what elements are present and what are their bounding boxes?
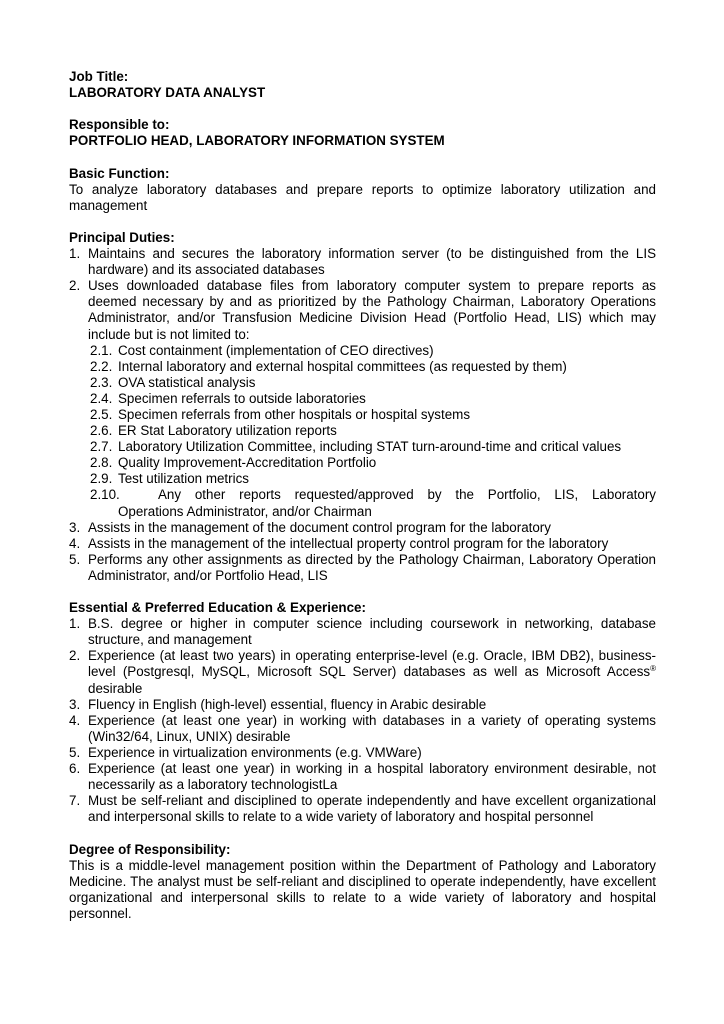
list-item bbox=[69, 246, 656, 278]
education-experience-list bbox=[69, 616, 656, 825]
item-text: Maintains and secures the laboratory information server (to be distinguished from the LIS hardware) and its associated databases bbox=[88, 246, 656, 278]
item-text: Experience (at least one year) in working with databases in a variety of operating systems (Win32/64, Linux, UNIX) desirable bbox=[88, 712, 656, 744]
basic-function-label: Basic Function: bbox=[69, 165, 170, 181]
list-item bbox=[69, 793, 656, 825]
list-item bbox=[69, 520, 656, 536]
item-text: Experience (at least one year) in working in a hospital laboratory environment desirable, not necessarily as a laboratory technologistLa bbox=[88, 761, 656, 793]
sub-list-item bbox=[88, 343, 656, 359]
list-item bbox=[69, 616, 656, 648]
responsible-to-value: PORTFOLIO HEAD, LABORATORY INFORMATION SYSTEM bbox=[69, 133, 445, 149]
spacer bbox=[69, 825, 656, 841]
principal-duties-label: Principal Duties: bbox=[69, 229, 175, 245]
job-description-document bbox=[69, 69, 656, 922]
item-number: 5. bbox=[69, 551, 81, 567]
principal-duties-section bbox=[69, 230, 656, 584]
item-number: 1. bbox=[69, 616, 81, 632]
sub-item-text: OVA statistical analysis bbox=[118, 374, 256, 390]
sub-list-item bbox=[88, 375, 656, 391]
job-title-value: LABORATORY DATA ANALYST bbox=[69, 85, 266, 101]
degree-of-responsibility-label: Degree of Responsibility: bbox=[69, 841, 231, 857]
list-item bbox=[69, 648, 656, 696]
basic-function-text: To analyze laboratory databases and prepare reports to optimize laboratory utilization and management bbox=[69, 181, 656, 213]
sub-item-text: Laboratory Utilization Committee, including STAT turn-around-time and critical values bbox=[118, 439, 622, 455]
sub-item-number: 2.6. bbox=[90, 423, 113, 439]
list-item bbox=[69, 713, 656, 745]
item-number: 3. bbox=[69, 696, 81, 712]
job-title-label: Job Title: bbox=[69, 69, 129, 84]
item-text: Assists in the management of the document control program for the laboratory bbox=[88, 519, 551, 535]
job-title-section bbox=[69, 69, 656, 101]
item-number: 3. bbox=[69, 519, 81, 535]
sub-list-item bbox=[88, 359, 656, 375]
sub-item-text: ER Stat Laboratory utilization reports bbox=[118, 423, 337, 439]
sub-item-text: Internal laboratory and external hospital committees (as requested by them) bbox=[118, 358, 567, 374]
item-text: Performs any other assignments as directed by the Pathology Chairman, Laboratory Operation Administrator, and/or Portfolio Head, LIS bbox=[88, 551, 656, 583]
sub-item-number: 2.5. bbox=[90, 406, 113, 422]
sub-item-first-line bbox=[90, 487, 656, 503]
item-text: Uses downloaded database files from laboratory computer system to prepare reports as deemed necessary by and as prioritized by the Pathology Chairman, Laboratory Operations Administrator, and/or Transfusion Medicine Division Head (Portfolio Head, LIS) which may include but is not limited to: bbox=[88, 278, 656, 342]
sub-item-number: 2.7. bbox=[90, 439, 113, 455]
sub-item-number: 2.4. bbox=[90, 390, 113, 406]
sub-item-number: 2.8. bbox=[90, 455, 113, 471]
item-text-after: desirable bbox=[88, 680, 143, 696]
item-number: 2. bbox=[69, 648, 81, 664]
sub-list-item bbox=[88, 407, 656, 423]
spacer bbox=[69, 149, 656, 165]
item-number: 6. bbox=[69, 761, 81, 777]
basic-function-section bbox=[69, 166, 656, 214]
item-text: B.S. degree or higher in computer science including coursework in networking, database structure, and management bbox=[88, 616, 656, 648]
sub-list-item bbox=[88, 439, 656, 455]
sub-item-number: 2.2. bbox=[90, 358, 113, 374]
list-item bbox=[69, 536, 656, 552]
education-experience-section bbox=[69, 600, 656, 825]
registered-mark: ® bbox=[650, 664, 656, 674]
sub-list-item bbox=[88, 487, 656, 519]
item-text: Experience (at least two years) in operating enterprise-level (e.g. Oracle, IBM DB2), business-level (Postgresql, MySQL, Microsoft SQL Server) databases as well as Microsoft Access bbox=[88, 648, 656, 680]
item-number: 5. bbox=[69, 744, 81, 760]
spacer bbox=[69, 214, 656, 230]
sub-item-text: Specimen referrals to outside laboratories bbox=[118, 390, 366, 406]
item-text: Fluency in English (high-level) essential, fluency in Arabic desirable bbox=[88, 696, 487, 712]
item-number: 2. bbox=[69, 278, 81, 294]
sub-item-number: 2.9. bbox=[90, 471, 113, 487]
sub-item-text: Quality Improvement-Accreditation Portfolio bbox=[118, 455, 377, 471]
sub-list-item bbox=[88, 423, 656, 439]
spacer bbox=[69, 584, 656, 600]
list-item bbox=[69, 697, 656, 713]
degree-of-responsibility-text: This is a middle-level management position within the Department of Pathology and Laboratory Medicine. The analyst must be self-reliant and disciplined to operate independently, have excellent organizational and interpersonal skills to relate to a wide variety of laboratory and hospital personnel. bbox=[69, 857, 656, 921]
sub-item-text: Any other reports requested/approved by the Portfolio, LIS, Laboratory bbox=[158, 487, 656, 503]
item-number: 4. bbox=[69, 535, 81, 551]
sub-item-number: 2.10. bbox=[90, 487, 120, 503]
report-types-sublist bbox=[88, 343, 656, 520]
sub-item-text: Specimen referrals from other hospitals or hospital systems bbox=[118, 406, 471, 422]
sub-list-item bbox=[88, 391, 656, 407]
item-number: 7. bbox=[69, 793, 81, 809]
list-item bbox=[69, 552, 656, 584]
item-text: Must be self-reliant and disciplined to operate independently and have excellent organizational and interpersonal skills to relate to a wide variety of laboratory and hospital personnel bbox=[88, 793, 656, 825]
spacer bbox=[69, 101, 656, 117]
sub-item-text-continued: Operations Administrator, and/or Chairman bbox=[118, 503, 372, 519]
principal-duties-list bbox=[69, 246, 656, 584]
sub-item-text: Cost containment (implementation of CEO directives) bbox=[118, 342, 434, 358]
responsible-to-section bbox=[69, 117, 656, 149]
item-text: Assists in the management of the intellectual property control program for the laboratory bbox=[88, 535, 609, 551]
list-item bbox=[69, 278, 656, 519]
degree-of-responsibility-section bbox=[69, 842, 656, 922]
responsible-to-label: Responsible to: bbox=[69, 117, 170, 133]
list-item bbox=[69, 745, 656, 761]
item-text: Experience in virtualization environments (e.g. VMWare) bbox=[88, 744, 422, 760]
list-item bbox=[69, 761, 656, 793]
sub-list-item bbox=[88, 471, 656, 487]
item-number: 4. bbox=[69, 712, 81, 728]
item-number: 1. bbox=[69, 246, 81, 262]
sub-list-item bbox=[88, 455, 656, 471]
education-experience-label: Essential & Preferred Education & Experience: bbox=[69, 600, 366, 616]
sub-item-text: Test utilization metrics bbox=[118, 471, 249, 487]
sub-item-number: 2.3. bbox=[90, 374, 113, 390]
sub-item-number: 2.1. bbox=[90, 342, 113, 358]
